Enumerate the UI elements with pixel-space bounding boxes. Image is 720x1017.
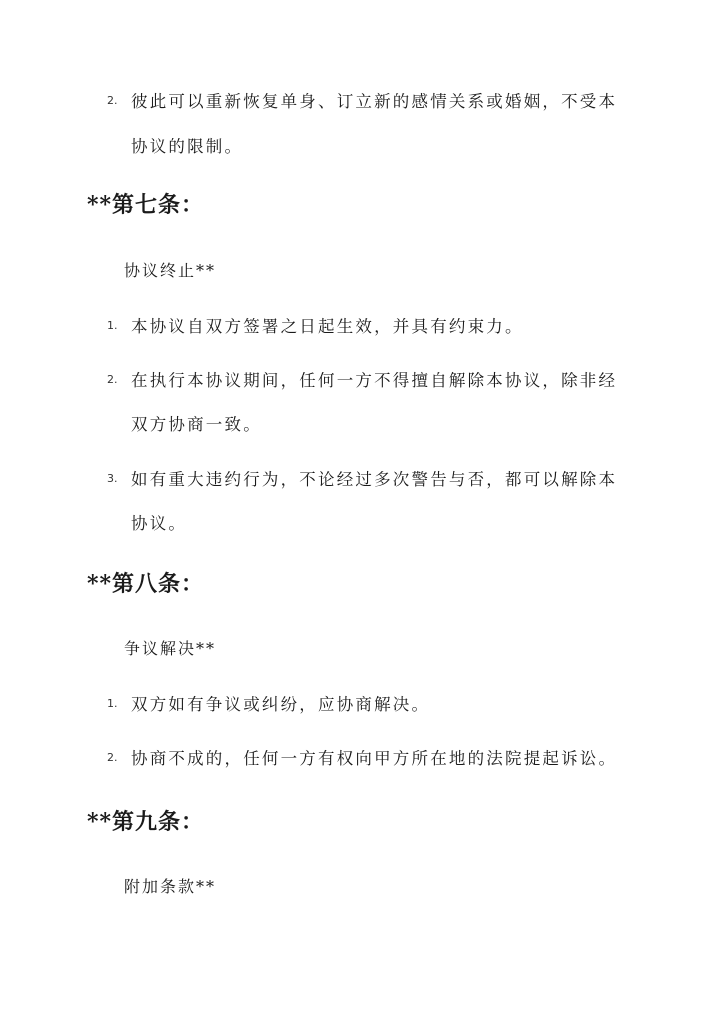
- list-number: 1.: [107, 319, 118, 332]
- article-subheading: 协议终止**: [124, 261, 217, 280]
- list-item-text-continued: 协议的限制。: [131, 137, 244, 156]
- article-heading: **第七条：: [87, 192, 205, 218]
- list-number: 2.: [107, 373, 118, 386]
- article-heading: **第九条：: [87, 809, 205, 835]
- list-number: 2.: [107, 751, 118, 764]
- list-number: 1.: [107, 697, 118, 710]
- list-number: 3.: [107, 472, 118, 485]
- list-number: 2.: [107, 94, 118, 107]
- list-item-text: 双方如有争议或纠纷，应协商解决。: [131, 695, 431, 714]
- list-item-text-continued: 协议。: [131, 514, 188, 533]
- article-subheading: 争议解决**: [124, 639, 217, 658]
- list-item-text: 在执行本协议期间，任何一方不得擅自解除本协议，除非经: [131, 371, 618, 390]
- article-subheading: 附加条款**: [124, 877, 217, 896]
- list-item-text: 彼此可以重新恢复单身、订立新的感情关系或婚姻，不受本: [131, 92, 618, 111]
- list-item-text: 本协议自双方签署之日起生效，并具有约束力。: [131, 317, 524, 336]
- list-item-text: 如有重大违约行为，不论经过多次警告与否，都可以解除本: [131, 470, 618, 489]
- list-item-text-continued: 双方协商一致。: [131, 415, 262, 434]
- list-item-text: 协商不成的，任何一方有权向甲方所在地的法院提起诉讼。: [131, 749, 618, 768]
- article-heading: **第八条：: [87, 571, 205, 597]
